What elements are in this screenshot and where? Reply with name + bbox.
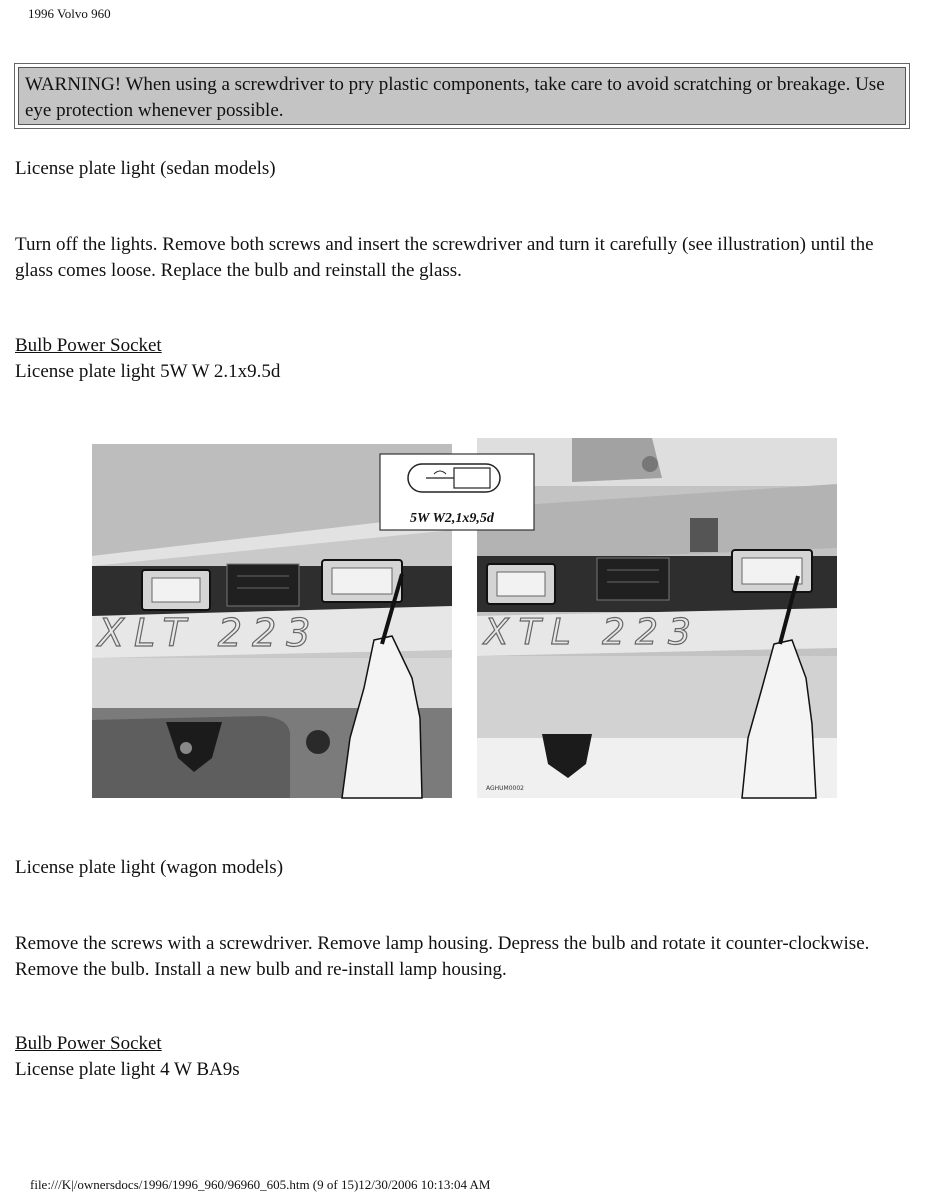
license-plate-illustration: [92, 438, 837, 800]
bulb-power-socket-link-wagon[interactable]: Bulb Power Socket: [15, 1033, 162, 1054]
plate-text-right: XTL 223: [484, 612, 701, 653]
wagon-socket-block: [15, 1031, 910, 1083]
warning-box: [14, 63, 910, 129]
illustration-code: AGHUM0002: [486, 785, 524, 792]
bulb-inset: [380, 454, 534, 530]
wagon-heading: License plate light (wagon models): [15, 857, 284, 878]
sedan-socket-block: [15, 333, 910, 385]
sedan-instructions: Turn off the lights. Remove both screws and insert the screwdriver and turn it carefully (see illustration) until the glass comes loose. Replace the bulb and reinstall the glass.: [15, 234, 874, 281]
plate-text-left: XLT 223: [98, 611, 321, 655]
wagon-instructions: Remove the screws with a screwdriver. Remove lamp housing. Depress the bulb and rotate it counter-clockwise. Remove the bulb. Install a new bulb and re-install lamp housing.: [15, 933, 870, 980]
footer-file-path: file:///K|/ownersdocs/1996/1996_960/96960_605.htm (9 of 15)12/30/2006 10:13:04 AM: [30, 1177, 491, 1192]
wagon-socket-spec: License plate light 4 W BA9s: [15, 1059, 240, 1080]
sedan-heading: License plate light (sedan models): [15, 158, 276, 179]
bulb-power-socket-link-sedan[interactable]: Bulb Power Socket: [15, 335, 162, 356]
document-title: 1996 Volvo 960: [28, 6, 111, 21]
bulb-label: 5W W2,1x9,5d: [410, 511, 494, 526]
sedan-socket-spec: License plate light 5W W 2.1x9.5d: [15, 361, 281, 382]
warning-text: WARNING! When using a screwdriver to pry plastic components, take care to avoid scratching or breakage. Use eye protection whenever possible.: [18, 67, 906, 125]
